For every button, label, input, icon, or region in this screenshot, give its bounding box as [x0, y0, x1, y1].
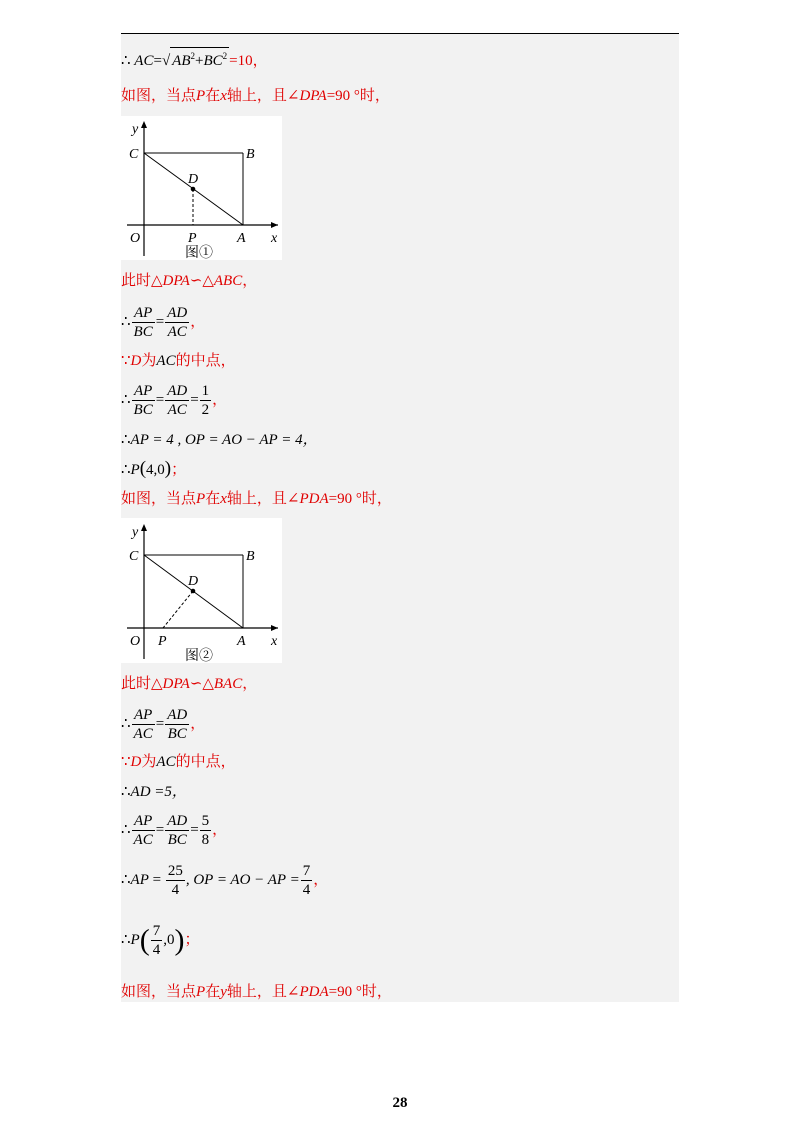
ap-op-line-2: ∴AP = $\frac{25}{4}$ , OP = AO − AP = $\frac{7}{4}$ ， [121, 863, 329, 899]
axis-y: y [220, 984, 227, 1000]
numerator: 5 [201, 813, 210, 830]
fraction [166, 862, 185, 899]
punctuation: ， [190, 716, 206, 732]
case-text: 轴上，且∠ [226, 88, 300, 104]
ac-result: =10， [229, 53, 268, 69]
label-x: x [271, 231, 278, 246]
square-exp: 2 [190, 51, 195, 61]
equals: = [153, 53, 162, 69]
ab-term: AB [172, 53, 191, 69]
case-text: 为 [141, 353, 157, 369]
figure-1-diagram [121, 116, 282, 260]
figure-1-caption: 图① [185, 246, 213, 260]
denominator: AC [167, 402, 187, 419]
figure-2 [121, 518, 282, 663]
numerator: 25 [167, 863, 183, 880]
case-text: 如图，当点 [121, 88, 197, 104]
punctuation: ， [212, 822, 228, 838]
point-p: P [196, 491, 206, 507]
label-d: D [188, 172, 199, 187]
label-d: D [188, 574, 199, 589]
figure-2-caption: 图② [185, 649, 213, 663]
angle-value: =90 °时， [328, 491, 392, 507]
numerator: 1 [201, 383, 210, 400]
label-c: C [129, 147, 139, 162]
angle-name: PDA [299, 491, 329, 507]
ratio-line-4: ∴ $\frac{AP}{AC}$ = $\frac{AD}{BC}$ = $\frac{5}{8}$ ， [121, 813, 228, 849]
case-text: 轴上，且∠ [226, 984, 300, 1000]
label-y: y [132, 122, 139, 137]
denominator: 8 [201, 832, 210, 849]
numerator: AP [132, 812, 155, 831]
fraction [165, 304, 189, 341]
coordinates: ,0 [163, 932, 175, 948]
triangle-name: ABC [213, 273, 243, 289]
page-number: 28 [392, 1095, 408, 1111]
ratio-line-3: ∴ $\frac{AP}{AC}$ = $\frac{AD}{BC}$ ， [121, 707, 206, 743]
label-o: O [130, 634, 141, 649]
denominator: 4 [152, 942, 161, 959]
punctuation: ， [190, 314, 206, 330]
therefore-symbol: ∴ [121, 432, 131, 448]
case-text: 在 [205, 491, 221, 507]
paren-open: ( [139, 923, 150, 957]
fraction [132, 706, 155, 743]
equation-text: AP = 4 , OP = AO − AP = 4， [130, 432, 318, 448]
therefore-symbol: ∴ [121, 392, 131, 408]
axis-x: x [220, 88, 227, 104]
sqrt-symbol: √ [161, 53, 171, 69]
plus: + [195, 53, 204, 69]
punctuation: ， [313, 872, 329, 888]
numerator: AP [132, 706, 155, 725]
denominator: BC [133, 402, 153, 419]
label-y: y [132, 525, 139, 540]
punctuation: ， [212, 392, 228, 408]
therefore-symbol: ∴ [121, 784, 131, 800]
line-ac-length [121, 47, 268, 71]
denominator: 2 [201, 402, 210, 419]
punctuation: ； [184, 932, 200, 948]
similarity-1 [121, 271, 257, 291]
case-text: 为 [141, 754, 157, 770]
case-text: 此时△ [121, 273, 163, 289]
equation-text: AD =5， [130, 784, 187, 800]
figure-1 [121, 116, 282, 260]
numerator: AD [167, 383, 188, 400]
punctuation: ； [171, 462, 187, 478]
angle-name: PDA [299, 984, 329, 1000]
x-axis-arrow [271, 222, 278, 228]
point-p: P [196, 88, 206, 104]
fraction [301, 862, 313, 899]
point-p-result-2 [121, 920, 199, 961]
angle-value: =90 °时， [326, 88, 390, 104]
ratio-line-1: ∴ $\frac{AP}{BC}$ = $\frac{AD}{AC}$ ， [121, 305, 206, 341]
case-text: 在 [205, 984, 221, 1000]
axis-x: x [220, 491, 227, 507]
square-exp: 2 [222, 51, 228, 61]
case-text: 轴上，且∠ [226, 491, 300, 507]
point-d: D [130, 353, 142, 369]
sqrt-radicand [170, 47, 229, 70]
fraction [132, 304, 155, 341]
case1-heading [121, 86, 390, 106]
triangle-name: DPA [162, 676, 190, 692]
case-text: 此时△ [121, 676, 163, 692]
label-a: A [237, 231, 246, 246]
point-p: P [196, 984, 206, 1000]
label-b: B [246, 147, 255, 162]
y-axis-arrow [141, 121, 147, 128]
therefore-symbol: ∴ [121, 716, 131, 732]
therefore-symbol: ∴ [121, 53, 131, 69]
paren-open: ( [139, 458, 147, 479]
x-axis-arrow [271, 625, 278, 631]
label-b: B [246, 549, 255, 564]
similar-symbol: ∽△ [189, 273, 214, 289]
case3-heading [121, 982, 392, 1002]
fraction [165, 706, 189, 743]
denominator: AC [133, 832, 153, 849]
label-c: C [129, 549, 139, 564]
fraction [165, 812, 189, 849]
punctuation: ， [242, 676, 258, 692]
midpoint-2 [121, 752, 236, 772]
therefore-symbol: ∴ [121, 462, 131, 478]
ratio-line-2: ∴ $\frac{AP}{BC}$ = $\frac{AD}{AC}$ = $\frac{1}{2}$ ， [121, 383, 228, 419]
point-p-result-1 [121, 459, 186, 480]
case-text: 的中点， [175, 353, 236, 369]
therefore-symbol: ∴ [121, 872, 131, 888]
label-p: P [158, 634, 167, 649]
fraction [200, 382, 212, 419]
ac-term: AC [134, 53, 154, 69]
label-p: P [188, 231, 197, 246]
coordinates: 4,0 [146, 462, 165, 478]
paren-close: ) [164, 458, 172, 479]
label-o: O [130, 231, 141, 246]
fraction [165, 382, 189, 419]
midpoint-1 [121, 351, 236, 371]
point-d: D [130, 754, 142, 770]
therefore-symbol: ∴ [121, 314, 131, 330]
case-text: 在 [205, 88, 221, 104]
denominator: AC [167, 324, 187, 341]
segment-name: AC [156, 754, 176, 770]
case-text: 如图，当点 [121, 984, 197, 1000]
bc-term: BC [203, 53, 223, 69]
ad-length-line [121, 782, 187, 802]
equation-text: , OP = AO − AP = [185, 872, 300, 888]
numerator: 7 [302, 863, 311, 880]
fraction [132, 382, 155, 419]
angle-name: DPA [299, 88, 327, 104]
point-d-dot [191, 187, 196, 192]
point-d-dot [191, 589, 196, 594]
label-x: x [271, 634, 278, 649]
point-p: P [130, 932, 140, 948]
label-a: A [237, 634, 246, 649]
figure-2-diagram [121, 518, 282, 663]
denominator: BC [133, 324, 153, 341]
because-symbol: ∵ [121, 353, 131, 369]
numerator: AD [167, 305, 188, 322]
case-text: 的中点， [175, 754, 236, 770]
denominator: 4 [302, 882, 311, 899]
numerator: AP [132, 382, 155, 401]
numerator: AP [132, 304, 155, 323]
angle-value: =90 °时， [328, 984, 392, 1000]
denominator: AC [133, 726, 153, 743]
similarity-2 [121, 674, 257, 694]
similar-symbol: ∽△ [189, 676, 214, 692]
therefore-symbol: ∴ [121, 822, 131, 838]
case2-heading [121, 489, 392, 509]
ap-term: AP [130, 872, 149, 888]
paren-close: ) [174, 923, 185, 957]
numerator: AD [167, 813, 188, 830]
ap-op-line-1 [121, 430, 318, 450]
triangle-name: DPA [162, 273, 190, 289]
fraction [132, 812, 155, 849]
denominator: BC [167, 726, 187, 743]
point-p: P [130, 462, 140, 478]
case-text: 如图，当点 [121, 491, 197, 507]
solution-panel [121, 34, 679, 1002]
because-symbol: ∵ [121, 754, 131, 770]
denominator: BC [167, 832, 187, 849]
punctuation: ， [242, 273, 258, 289]
denominator: 4 [171, 882, 180, 899]
segment-dp-dashed [163, 591, 193, 628]
numerator: 7 [152, 923, 161, 940]
triangle-name: BAC [213, 676, 243, 692]
numerator: AD [167, 707, 188, 724]
therefore-symbol: ∴ [121, 932, 131, 948]
segment-name: AC [156, 353, 176, 369]
fraction [200, 812, 212, 849]
fraction [151, 922, 163, 959]
y-axis-arrow [141, 524, 147, 531]
